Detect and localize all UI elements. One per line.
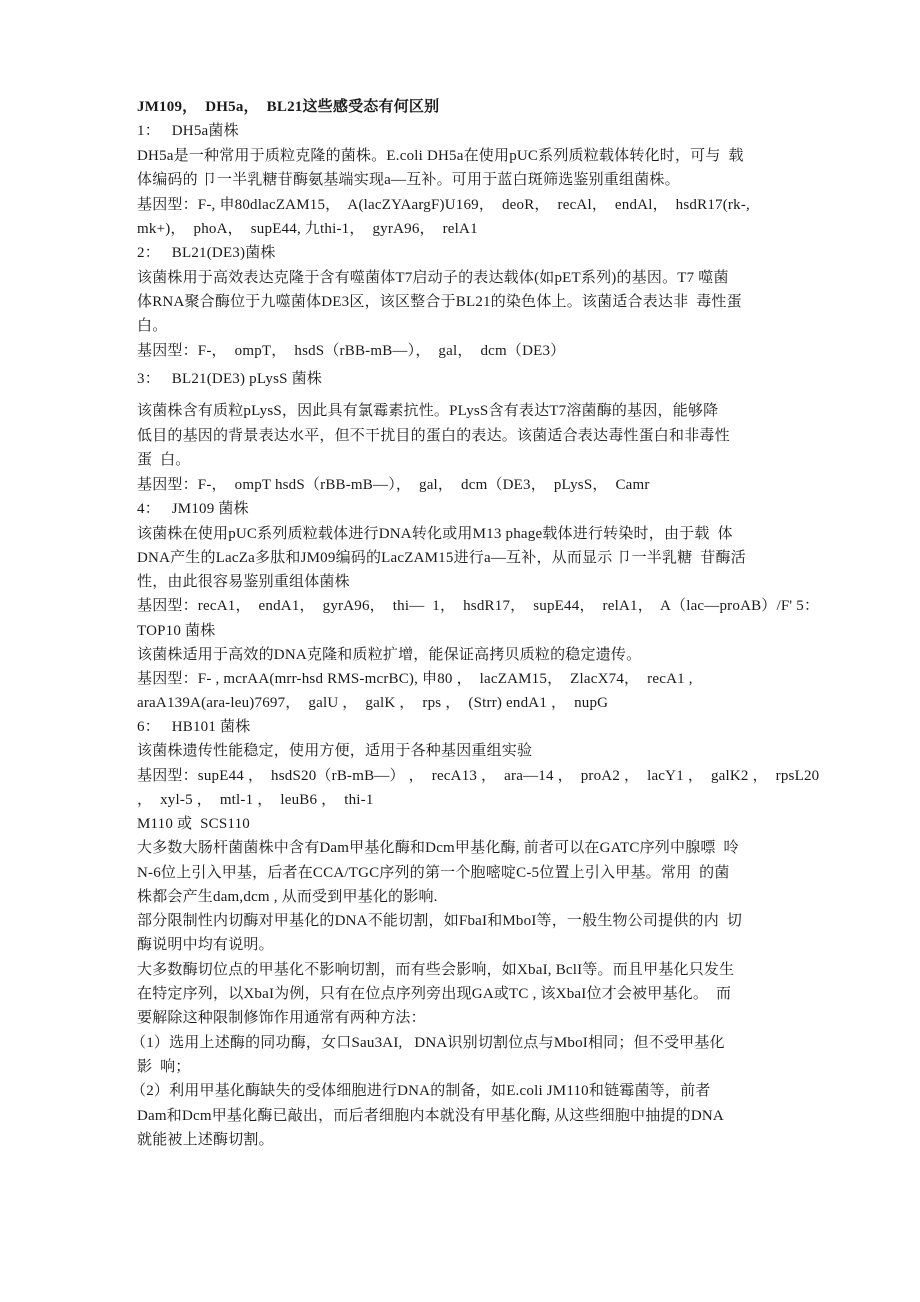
text-line: 1： DH5a菌株 [137,123,239,139]
text-line: 该菌株含有质粒pLysS，因此具有氯霉素抗性。PLysS含有表达T7溶菌酶的基因，能够降 [137,403,719,419]
text-line: 蛋 白。 [137,452,191,468]
text-line: 体RNA聚合酶位于九噬菌体DE3区，该区整合于BL21的染色体上。该菌适合表达非 毒性蛋 [137,294,742,310]
text-line: 该菌株遗传性能稳定，使用方便，适用于各种基因重组实验 [137,743,533,759]
text-line: 该菌株用于高效表达克隆于含有噬菌体T7启动子的表达载体(如pET系列)的基因。T7 噬菌 [137,270,729,286]
text-line: 酶说明中均有说明。 [137,937,274,953]
text-line: 在特定序列，以XbaI为例，只有在位点序列旁出现GA或TC , 该XbaI位才会被甲基化。 而 [137,986,732,1002]
text-line: 白。 [137,318,168,334]
text-line: 该菌株在使用pUC系列质粒载体进行DNA转化或用M13 phage载体进行转染时，由于载 体 [137,526,733,542]
text-line: 基因型：supE44 ， hsdS20（rB-mB—） ， recA13 ， ara—14 ， proA2 ， lacY1 ， galK2 ， rpsL20 [137,768,820,784]
text-line: 大多数大肠杆菌菌株中含有Dam甲基化酶和Dcm甲基化酶, 前者可以在GATC序列中腺嘌 呤 [137,840,739,856]
text-line: 6： HB101 菌株 [137,719,251,735]
text-line: 2： BL21(DE3)菌株 [137,245,276,261]
text-line: 4： JM109 菌株 [137,501,249,517]
text-line: 部分限制性内切酶对甲基化的DNA不能切割，如FbaI和MboI等，一般生物公司提供的内 切 [137,913,743,929]
text-line: 基因型：recA1， endA1， gyrA96， thi— 1， hsdR17， supE44， relA1， A（lac—proAB）/F' 5： [137,598,820,614]
text-line: Dam和Dcm甲基化酶已敲出，而后者细胞内本就没有甲基化酶, 从这些细胞中抽提的DNA [137,1108,724,1124]
text-line: araA139A(ara-leu)7697， galU ， galK ， rps ， (Strr) endA1 ， nupG [137,695,609,711]
text-line: DNA产生的LacZa多肽和JM09编码的LacZAM15进行a—互补，从而显示 卩一半乳糖 苷酶活 [137,550,746,566]
text-line: （1）选用上述酶的同功酶，女口Sau3AI, DNA识别切割位点与MboI相同；但不受甲基化 [131,1035,725,1051]
text-line: 株都会产生dam,dcm , 从而受到甲基化的影响. [137,889,438,905]
text-line: （2）利用甲基化酶缺失的受体细胞进行DNA的制备，如E.coli JM110和链霉菌等，前者 [131,1083,711,1099]
text-line: 要解除这种限制修饰作用通常有两种方法： [137,1010,426,1026]
text-line: N-6位上引入甲基，后者在CCA/TGC序列的第一个胞嘧啶C-5位置上引入甲基。常用 的菌 [137,865,730,881]
text-line: 该菌株适用于高效的DNA克隆和质粒扩增，能保证高拷贝质粒的稳定遗传。 [137,647,642,663]
text-line: ， xyl-5 ， mtl-1 ， leuB6 ， thi-1 [137,792,374,808]
text-line: TOP10 菌株 [137,623,216,639]
text-line: 基因型：F-， ompT hsdS（rBB-mB—）， gal， dcm（DE3， pLysS， Camr [137,477,650,493]
text-line: 影 响； [137,1059,191,1075]
text-line: 基因型：F- , mcrAA(mrr-hsd RMS-mcrBC), 申80 ， lacZAM15， ZlacX74， recA1 , [137,671,693,687]
text-line: 性，由此很容易鉴别重组体菌株 [137,574,350,590]
text-line: 基因型：F-, 申80dlacZAM15， A(lacZYAargF)U169， deoR， recAl， endAl， hsdR17(rk-, [137,197,750,213]
text-line: 3： BL21(DE3) pLysS 菌株 [137,371,323,387]
document-title: JM109， DH5a， BL21这些感受态有何区别 [137,99,440,115]
text-line: 大多数酶切位点的甲基化不影响切割，而有些会影响，如XbaI, BclI等。而且甲基化只发生 [137,962,735,978]
text-line: 基因型：F-， ompT， hsdS（rBB-mB—）， gal， dcm（DE3） [137,343,566,359]
text-line: 就能被上述酶切割。 [137,1132,274,1148]
text-line: 体编码的 卩一半乳糖苷酶氨基端实现a—互补。可用于蓝白斑筛选鉴别重组菌株。 [137,172,680,188]
text-line: mk+)， phoA， supE44, 九thi-1， gyrA96， relA1 [137,221,478,237]
text-line: 低目的基因的背景表达水平，但不干扰目的蛋白的表达。该菌适合表达毒性蛋白和非毒性 [137,428,730,444]
text-line: DH5a是一种常用于质粒克隆的菌株。E.coli DH5a在使用pUC系列质粒载体转化时，可与 载 [137,148,744,164]
text-line: M110 或 SCS110 [137,816,250,832]
